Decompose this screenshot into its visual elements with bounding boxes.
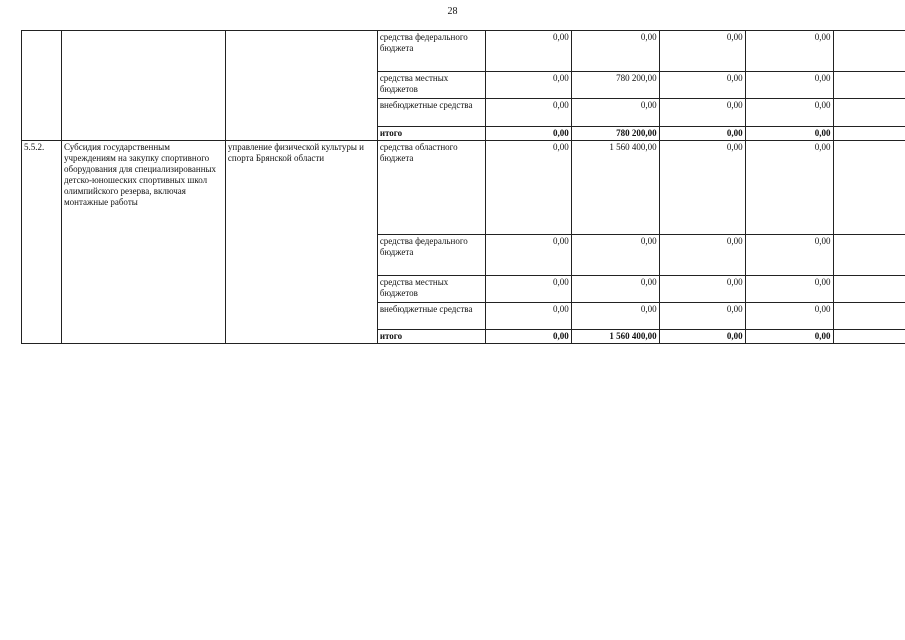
amount-cell: 0,00 xyxy=(745,141,833,235)
item-executor: управление физической культуры и спорта Брянской области xyxy=(225,141,377,344)
amount-cell: 0,00 xyxy=(485,235,571,276)
amount-cell: 0,00 xyxy=(485,303,571,330)
table-row xyxy=(22,31,905,72)
total-amount: 0,00 xyxy=(485,127,571,141)
total-amount: 0,00 xyxy=(745,330,833,344)
total-amount: 780 200,00 xyxy=(571,127,659,141)
total-amount: 0,00 xyxy=(745,127,833,141)
amount-cell: 0,00 xyxy=(485,72,571,99)
amount-cell: 0,00 xyxy=(659,303,745,330)
trailing-cell xyxy=(833,235,905,276)
total-amount: 0,00 xyxy=(485,330,571,344)
total-label: итого xyxy=(377,330,485,344)
funding-source: внебюджетные средства xyxy=(377,99,485,127)
total-label: итого xyxy=(377,127,485,141)
total-amount: 0,00 xyxy=(659,127,745,141)
amount-cell: 0,00 xyxy=(659,72,745,99)
total-amount: 1 560 400,00 xyxy=(571,330,659,344)
trailing-cell xyxy=(833,127,905,141)
funding-source: средства федерального бюджета xyxy=(377,31,485,72)
executor-cell-empty xyxy=(225,31,377,141)
amount-cell: 0,00 xyxy=(571,31,659,72)
amount-cell: 0,00 xyxy=(571,276,659,303)
amount-cell: 0,00 xyxy=(485,276,571,303)
amount-cell: 0,00 xyxy=(571,99,659,127)
amount-cell: 0,00 xyxy=(659,235,745,276)
page-number: 28 xyxy=(447,6,458,17)
funding-source: средства местных бюджетов xyxy=(377,276,485,303)
budget-table xyxy=(21,30,905,344)
amount-cell: 0,00 xyxy=(745,303,833,330)
amount-cell: 0,00 xyxy=(571,303,659,330)
funding-source: средства областного бюджета xyxy=(377,141,485,235)
trailing-cell xyxy=(833,330,905,344)
trailing-cell xyxy=(833,72,905,99)
amount-cell: 1 560 400,00 xyxy=(571,141,659,235)
item-code: 5.5.2. xyxy=(22,141,62,344)
funding-source: внебюджетные средства xyxy=(377,303,485,330)
trailing-cell xyxy=(833,303,905,330)
amount-cell: 0,00 xyxy=(659,99,745,127)
trailing-cell xyxy=(833,99,905,127)
amount-cell: 0,00 xyxy=(659,141,745,235)
amount-cell: 0,00 xyxy=(485,141,571,235)
amount-cell: 0,00 xyxy=(745,31,833,72)
amount-cell: 0,00 xyxy=(659,31,745,72)
item-name: Субсидия государственным учреждениям на закупку спортивного оборудования для специализированных детско-юношеских спортивных школ олимпийского резерва, включая монтажные работы xyxy=(61,141,225,344)
amount-cell: 0,00 xyxy=(745,72,833,99)
name-cell-empty xyxy=(61,31,225,141)
total-amount: 0,00 xyxy=(659,330,745,344)
trailing-cell xyxy=(833,276,905,303)
table-row xyxy=(22,141,905,235)
amount-cell: 0,00 xyxy=(745,235,833,276)
amount-cell: 780 200,00 xyxy=(571,72,659,99)
amount-cell: 0,00 xyxy=(485,31,571,72)
funding-source: средства федерального бюджета xyxy=(377,235,485,276)
code-cell-empty xyxy=(22,31,62,141)
trailing-cell xyxy=(833,31,905,72)
amount-cell: 0,00 xyxy=(571,235,659,276)
trailing-cell xyxy=(833,141,905,235)
funding-source: средства местных бюджетов xyxy=(377,72,485,99)
amount-cell: 0,00 xyxy=(659,276,745,303)
amount-cell: 0,00 xyxy=(745,99,833,127)
amount-cell: 0,00 xyxy=(745,276,833,303)
amount-cell: 0,00 xyxy=(485,99,571,127)
